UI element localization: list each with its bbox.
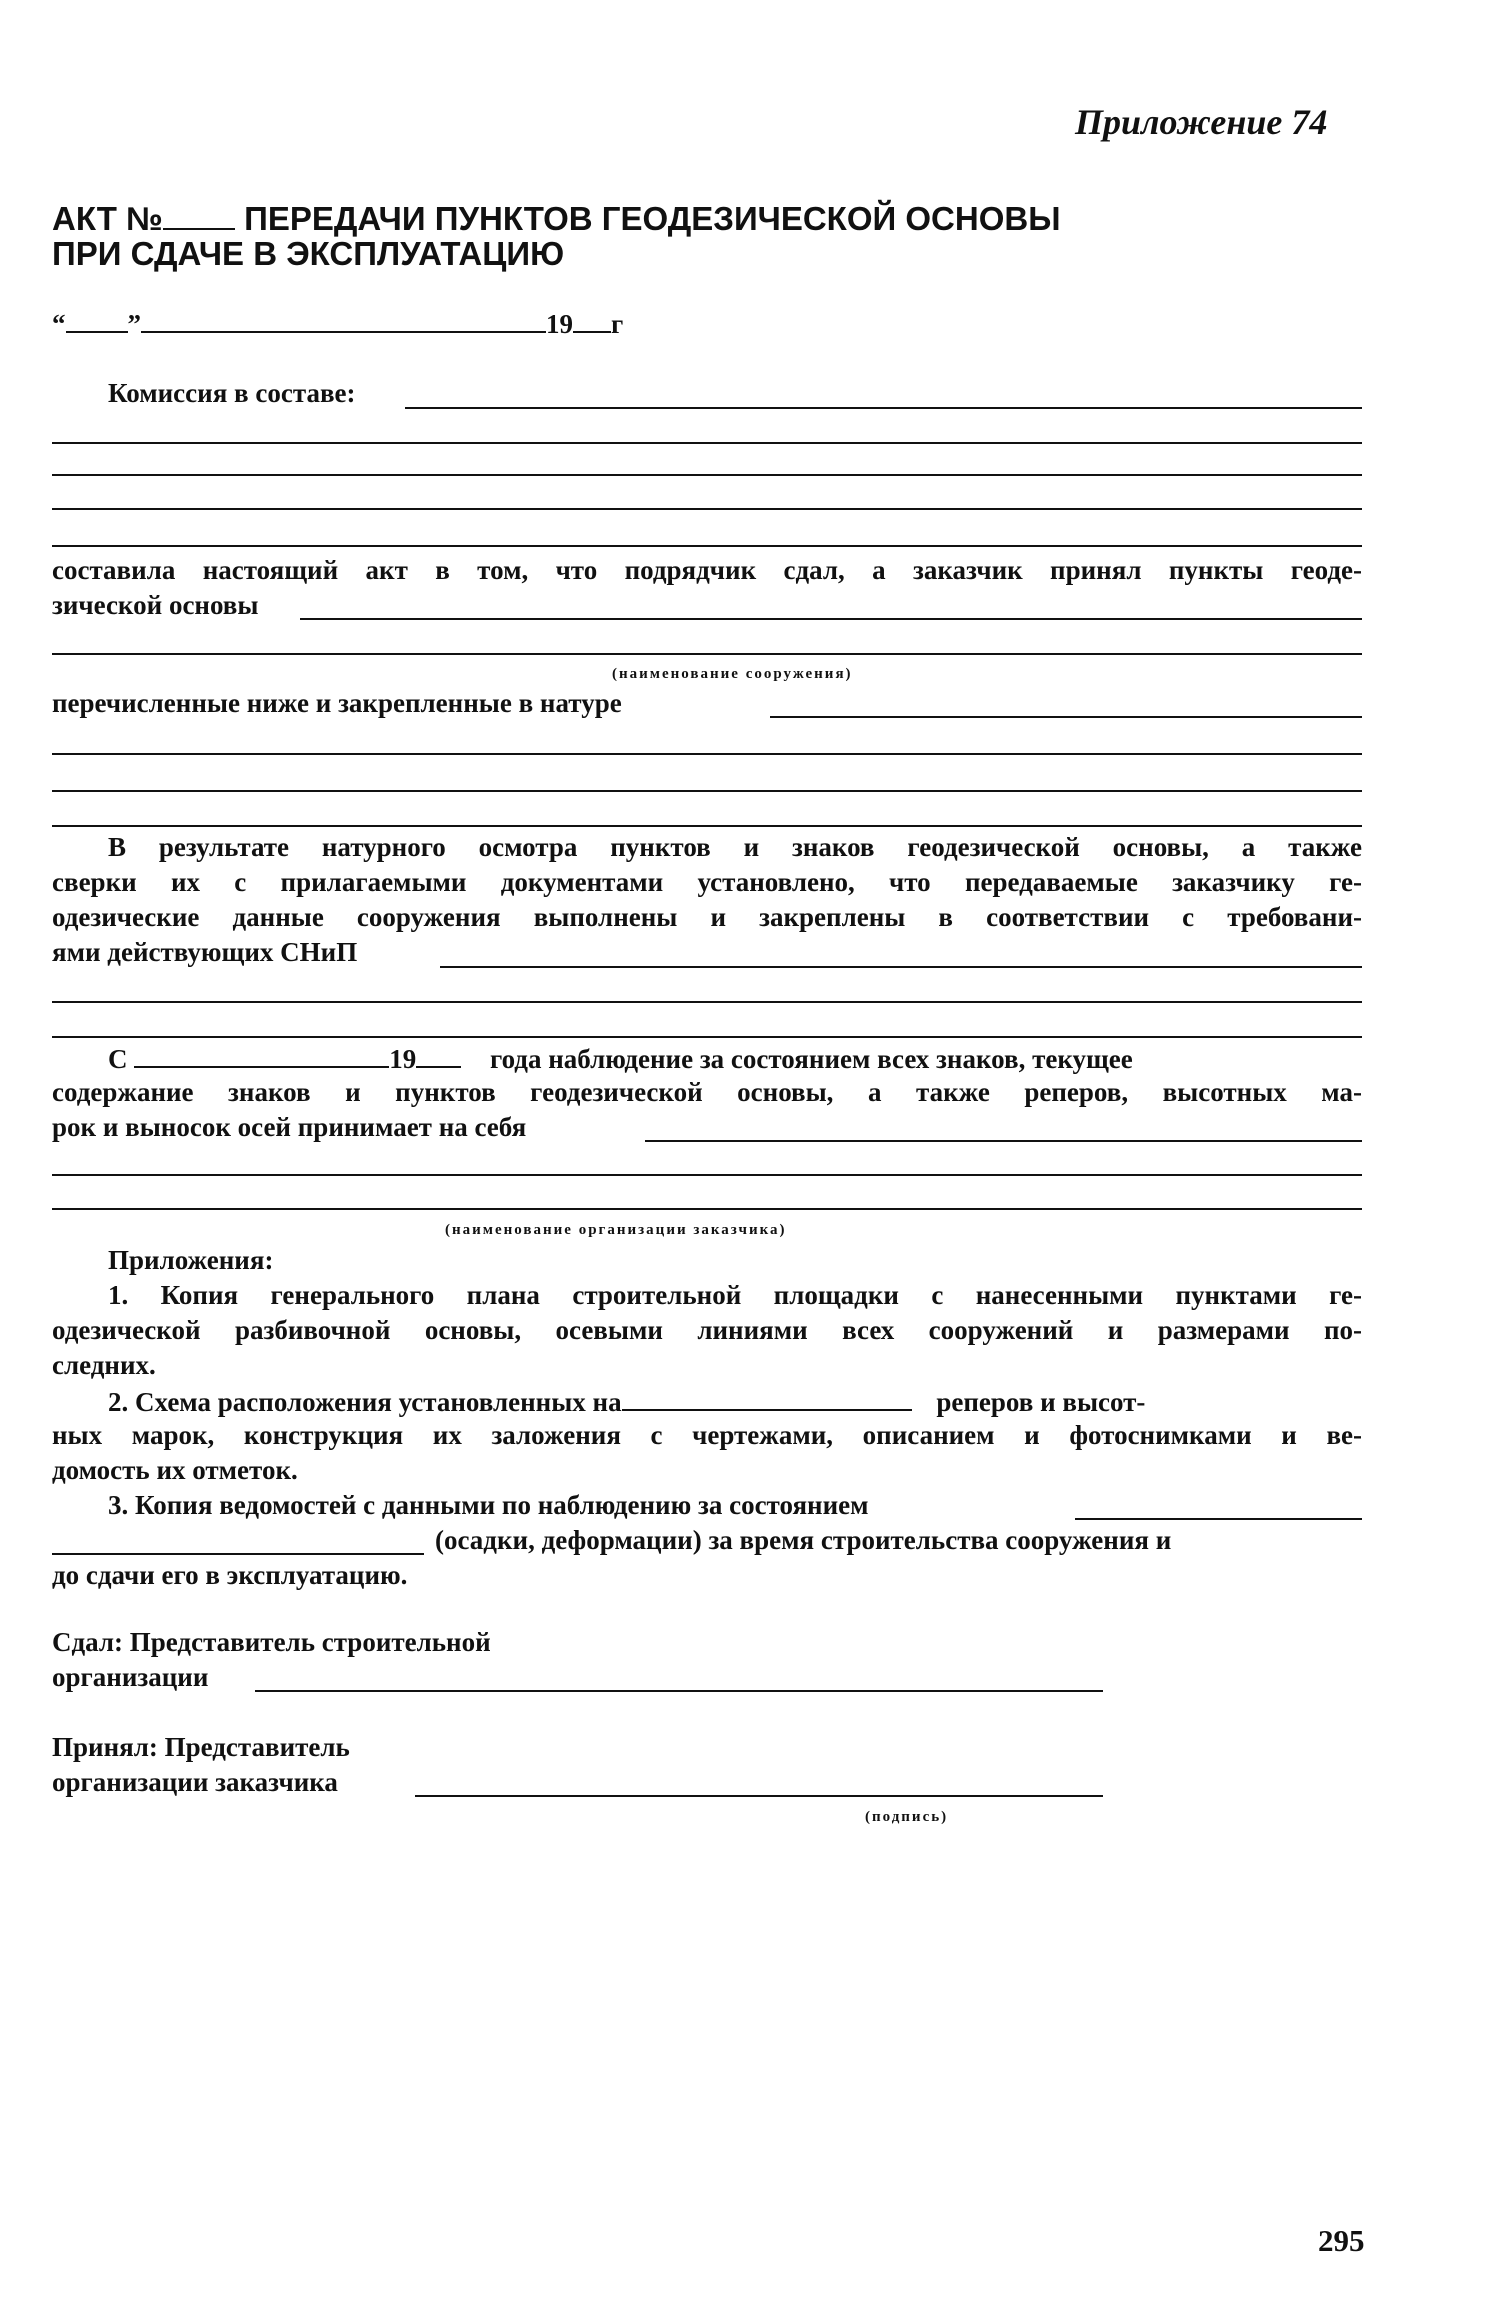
monitoring-line1 (108, 1040, 1133, 1077)
inspection-line-2 (52, 1001, 1362, 1003)
document-title-line2: ПРИ СДАЧЕ В ЭКСПЛУАТАЦИЮ (52, 235, 565, 272)
commission-line-4 (52, 508, 1362, 510)
monitoring-line3: рок и выносок осей принимает на себя (52, 1112, 527, 1142)
year-blank (573, 305, 611, 333)
appendix-item1-line1: 1. Копия генерального плана строительной площадки с нанесенными пунктами ге- (108, 1280, 1362, 1310)
monitoring-line-2 (52, 1174, 1362, 1176)
appendices-heading: Приложения: (108, 1245, 274, 1275)
listed-line-3 (52, 790, 1362, 792)
day-blank (66, 305, 128, 333)
inspection-line2: сверки их с прилагаемыми документами установлено, что передаваемые заказчику ге- (52, 867, 1362, 897)
year-prefix: 19 (546, 309, 573, 339)
handed-over-signature-line (255, 1690, 1103, 1692)
monitoring-line2: содержание знаков и пунктов геодезической основы, а также реперов, высотных ма- (52, 1077, 1362, 1107)
appendix-item2-line1 (108, 1383, 1145, 1420)
date-open-quote: “ (52, 309, 66, 339)
structure-caption: (наименование сооружения) (612, 666, 853, 682)
monitoring-year-prefix: 19 (389, 1044, 417, 1074)
handed-over-line2: организации (52, 1662, 209, 1692)
inspection-line1: В результате натурного осмотра пунктов и знаков геодезической основы, а также (108, 832, 1362, 862)
appendix-item1-line2: одезической разбивочной основы, осевыми линиями всех сооружений и размерами по- (52, 1315, 1362, 1345)
title-act-number-prefix: АКТ № (52, 200, 163, 237)
signature-caption: (подпись) (865, 1809, 949, 1825)
accepted-line1: Принял: Представитель (52, 1732, 350, 1762)
page-number: 295 (1318, 2223, 1365, 2258)
appendix-item2-line2: ных марок, конструкция их заложения с чертежами, описанием и фотоснимками и ве- (52, 1420, 1362, 1450)
appendix-label: Приложение 74 (1075, 102, 1328, 142)
monitoring-line1-text: года наблюдение за состоянием всех знаков, текущее (490, 1044, 1133, 1074)
customer-caption: (наименование организации заказчика) (445, 1222, 787, 1238)
appendix-item3-blank-line-2 (52, 1553, 424, 1555)
structure-blank-line (300, 618, 1362, 620)
appendix-item3-blank-line (1075, 1518, 1362, 1520)
appendix-item3-line1: 3. Копия ведомостей с данными по наблюдению за состоянием (108, 1490, 869, 1520)
monitoring-line-3 (52, 1208, 1362, 1210)
listed-text: перечисленные ниже и закрепленные в натуре (52, 688, 622, 718)
document-title (52, 200, 1061, 237)
monitoring-from-label: С (108, 1044, 128, 1074)
monitoring-month-blank (134, 1040, 389, 1068)
date-line (52, 305, 623, 342)
appendix-item1-line3: следних. (52, 1350, 156, 1380)
listed-blank-line (770, 716, 1362, 718)
appendix-item3-line2: (осадки, деформации) за время строительства сооружения и (435, 1525, 1172, 1555)
accepted-line2: организации заказчика (52, 1767, 338, 1797)
date-close-quote: ” (127, 309, 141, 339)
inspection-line4: ями действующих СНиП (52, 937, 358, 967)
act-statement-line1: составила настоящий акт в том, что подрядчик сдал, а заказчик принял пункты геоде- (52, 555, 1362, 585)
commission-line-2 (52, 442, 1362, 444)
structure-blank-line-2 (52, 653, 1362, 655)
listed-line-4 (52, 825, 1362, 827)
handed-over-line1: Сдал: Представитель строительной (52, 1627, 491, 1657)
act-statement-line2: зической основы (52, 590, 259, 620)
monitoring-year-blank (416, 1040, 461, 1068)
commission-line-3 (52, 474, 1362, 476)
act-number-blank (163, 200, 235, 230)
commission-label: Комиссия в составе: (108, 378, 356, 408)
appendix-item2-text-b: реперов и высот- (936, 1387, 1146, 1417)
appendix-item2-blank (622, 1383, 912, 1411)
inspection-line3: одезические данные сооружения выполнены и закреплены в соответствии с требовани- (52, 902, 1362, 932)
customer-blank-line (645, 1140, 1362, 1142)
commission-blank-line (405, 407, 1362, 409)
appendix-item2-line3: домость их отметок. (52, 1455, 298, 1485)
month-blank (141, 305, 546, 333)
year-suffix: г (611, 309, 624, 339)
commission-line-5 (52, 545, 1362, 547)
appendix-item3-line3: до сдачи его в эксплуатацию. (52, 1560, 408, 1590)
accepted-signature-line (415, 1795, 1103, 1797)
snip-blank-line (440, 966, 1362, 968)
title-line1: ПЕРЕДАЧИ ПУНКТОВ ГЕОДЕЗИЧЕСКОЙ ОСНОВЫ (244, 200, 1061, 237)
inspection-line-3 (52, 1036, 1362, 1038)
appendix-item2-text-a: 2. Схема расположения установленных на (108, 1387, 622, 1417)
listed-line-2 (52, 753, 1362, 755)
